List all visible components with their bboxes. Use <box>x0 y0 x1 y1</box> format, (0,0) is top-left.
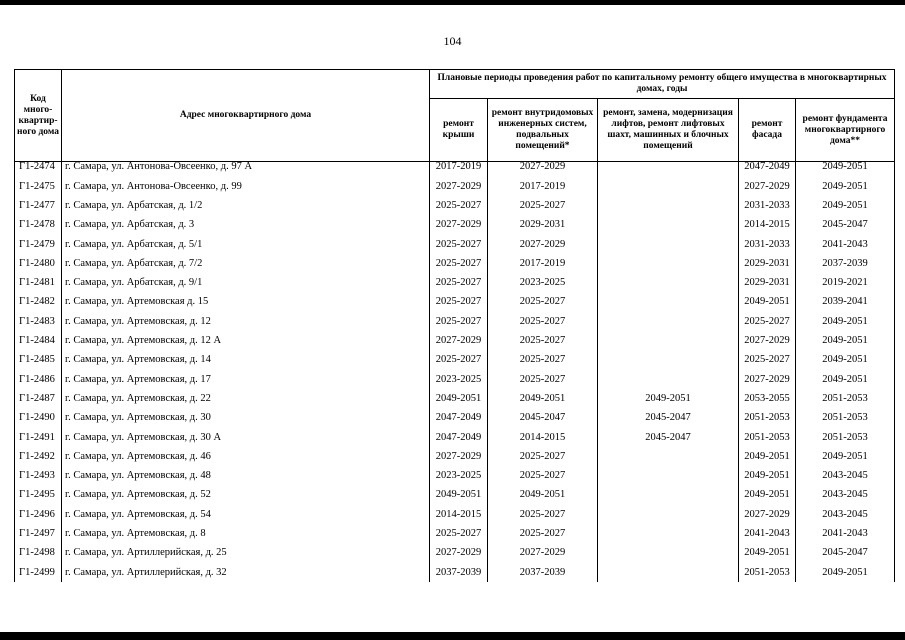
cell-engineering: 2027-2029 <box>488 162 598 178</box>
cell-code: Г1-2490 <box>15 409 62 428</box>
cell-roof: 2047-2049 <box>430 409 488 428</box>
table-row <box>15 273 895 292</box>
cell-facade: 2031-2033 <box>739 235 796 254</box>
table-row <box>15 563 895 582</box>
cell-foundation: 2049-2051 <box>796 312 895 331</box>
table-row <box>15 486 895 505</box>
cell-code: Г1-2493 <box>15 466 62 485</box>
cell-engineering: 2017-2019 <box>488 177 598 196</box>
table-row <box>15 447 895 466</box>
cell-elevators <box>598 254 739 273</box>
table-row <box>15 162 895 178</box>
cell-address: г. Самара, ул. Артиллерийская, д. 32 <box>62 563 430 582</box>
cell-address: г. Самара, ул. Артемовская, д. 54 <box>62 505 430 524</box>
cell-engineering: 2025-2027 <box>488 447 598 466</box>
cell-code: Г1-2486 <box>15 370 62 389</box>
cell-roof: 2023-2025 <box>430 370 488 389</box>
cell-engineering: 2017-2019 <box>488 254 598 273</box>
table-body <box>15 162 895 583</box>
cell-engineering: 2025-2027 <box>488 524 598 543</box>
cell-roof: 2025-2027 <box>430 293 488 312</box>
table-row <box>15 389 895 408</box>
cell-address: г. Самара, ул. Артемовская, д. 17 <box>62 370 430 389</box>
cell-address: г. Самара, ул. Артемовская, д. 52 <box>62 486 430 505</box>
cell-elevators <box>598 196 739 215</box>
cell-engineering: 2025-2027 <box>488 293 598 312</box>
header-engineering: ремонт внутридомовых инженерных систем, подвальных помещений* <box>488 99 598 162</box>
cell-facade: 2053-2055 <box>739 389 796 408</box>
cell-address: г. Самара, ул. Антонова-Овсеенко, д. 97 А <box>62 162 430 178</box>
cell-engineering: 2049-2051 <box>488 486 598 505</box>
cell-roof: 2017-2019 <box>430 162 488 178</box>
cell-facade: 2049-2051 <box>739 293 796 312</box>
cell-foundation: 2049-2051 <box>796 177 895 196</box>
cell-elevators: 2045-2047 <box>598 428 739 447</box>
cell-foundation: 2049-2051 <box>796 331 895 350</box>
cell-facade: 2051-2053 <box>739 428 796 447</box>
bottom-border-bar <box>0 632 905 640</box>
cell-code: Г1-2487 <box>15 389 62 408</box>
cell-foundation: 2049-2051 <box>796 447 895 466</box>
cell-elevators <box>598 524 739 543</box>
header-foundation: ремонт фундамента многоквартирного дома** <box>796 99 895 162</box>
cell-foundation: 2045-2047 <box>796 216 895 235</box>
page-number: 104 <box>443 34 462 48</box>
cell-foundation: 2051-2053 <box>796 389 895 408</box>
header-roof: ремонт крыши <box>430 99 488 162</box>
cell-address: г. Самара, ул. Артемовская, д. 14 <box>62 351 430 370</box>
table-header <box>15 70 895 162</box>
cell-engineering: 2023-2025 <box>488 273 598 292</box>
header-facade: ремонт фасада <box>739 99 796 162</box>
cell-facade: 2027-2029 <box>739 505 796 524</box>
cell-facade: 2027-2029 <box>739 370 796 389</box>
cell-facade: 2025-2027 <box>739 351 796 370</box>
cell-roof: 2025-2027 <box>430 254 488 273</box>
cell-foundation: 2019-2021 <box>796 273 895 292</box>
cell-elevators <box>598 505 739 524</box>
cell-foundation: 2049-2051 <box>796 196 895 215</box>
cell-foundation: 2049-2051 <box>796 162 895 178</box>
cell-facade: 2051-2053 <box>739 409 796 428</box>
cell-facade: 2027-2029 <box>739 177 796 196</box>
cell-roof: 2025-2027 <box>430 273 488 292</box>
cell-foundation: 2051-2053 <box>796 409 895 428</box>
cell-address: г. Самара, ул. Артемовская, д. 48 <box>62 466 430 485</box>
cell-elevators <box>598 162 739 178</box>
cell-elevators <box>598 447 739 466</box>
cell-foundation: 2049-2051 <box>796 563 895 582</box>
cell-facade: 2031-2033 <box>739 196 796 215</box>
cell-roof: 2025-2027 <box>430 312 488 331</box>
table-row <box>15 466 895 485</box>
cell-address: г. Самара, ул. Артемовская, д. 12 <box>62 312 430 331</box>
cell-engineering: 2025-2027 <box>488 466 598 485</box>
header-elevators: ремонт, замена, модернизация лифтов, ремонт лифтовых шахт, машинных и блочных помещений <box>598 99 739 162</box>
table-row <box>15 254 895 273</box>
cell-code: Г1-2497 <box>15 524 62 543</box>
cell-code: Г1-2482 <box>15 293 62 312</box>
table-row <box>15 524 895 543</box>
cell-elevators <box>598 544 739 563</box>
cell-address: г. Самара, ул. Арбатская, д. 1/2 <box>62 196 430 215</box>
cell-roof: 2049-2051 <box>430 389 488 408</box>
cell-engineering: 2014-2015 <box>488 428 598 447</box>
cell-address: г. Самара, ул. Антонова-Овсеенко, д. 99 <box>62 177 430 196</box>
cell-roof: 2025-2027 <box>430 196 488 215</box>
table-row <box>15 331 895 350</box>
cell-code: Г1-2492 <box>15 447 62 466</box>
table-row <box>15 505 895 524</box>
cell-roof: 2025-2027 <box>430 524 488 543</box>
cell-facade: 2049-2051 <box>739 447 796 466</box>
cell-foundation: 2043-2045 <box>796 505 895 524</box>
cell-code: Г1-2491 <box>15 428 62 447</box>
header-periods-title: Плановые периоды проведения работ по капитальному ремонту общего имущества в многоквартирных домах, годы <box>430 70 895 99</box>
cell-address: г. Самара, ул. Арбатская, д. 3 <box>62 216 430 235</box>
cell-roof: 2027-2029 <box>430 447 488 466</box>
cell-facade: 2029-2031 <box>739 254 796 273</box>
cell-elevators <box>598 563 739 582</box>
cell-engineering: 2025-2027 <box>488 351 598 370</box>
cell-facade: 2014-2015 <box>739 216 796 235</box>
cell-elevators <box>598 177 739 196</box>
cell-engineering: 2027-2029 <box>488 235 598 254</box>
cell-address: г. Самара, ул. Артемовская, д. 30 <box>62 409 430 428</box>
table-row <box>15 370 895 389</box>
cell-elevators <box>598 466 739 485</box>
repair-schedule-table <box>14 69 895 582</box>
cell-code: Г1-2483 <box>15 312 62 331</box>
cell-roof: 2025-2027 <box>430 351 488 370</box>
cell-engineering: 2037-2039 <box>488 563 598 582</box>
cell-roof: 2047-2049 <box>430 428 488 447</box>
cell-elevators <box>598 273 739 292</box>
cell-address: г. Самара, ул. Арбатская, д. 7/2 <box>62 254 430 273</box>
cell-address: г. Самара, ул. Артемовская д. 15 <box>62 293 430 312</box>
cell-engineering: 2027-2029 <box>488 544 598 563</box>
cell-foundation: 2043-2045 <box>796 486 895 505</box>
cell-roof: 2027-2029 <box>430 331 488 350</box>
cell-roof: 2023-2025 <box>430 466 488 485</box>
cell-code: Г1-2479 <box>15 235 62 254</box>
cell-address: г. Самара, ул. Арбатская, д. 9/1 <box>62 273 430 292</box>
cell-engineering: 2025-2027 <box>488 505 598 524</box>
cell-elevators <box>598 293 739 312</box>
cell-code: Г1-2485 <box>15 351 62 370</box>
cell-facade: 2025-2027 <box>739 312 796 331</box>
cell-facade: 2049-2051 <box>739 544 796 563</box>
cell-code: Г1-2480 <box>15 254 62 273</box>
cell-foundation: 2045-2047 <box>796 544 895 563</box>
cell-foundation: 2037-2039 <box>796 254 895 273</box>
cell-code: Г1-2475 <box>15 177 62 196</box>
table-row <box>15 216 895 235</box>
cell-address: г. Самара, ул. Арбатская, д. 5/1 <box>62 235 430 254</box>
cell-address: г. Самара, ул. Артемовская, д. 12 А <box>62 331 430 350</box>
table-row <box>15 293 895 312</box>
cell-facade: 2029-2031 <box>739 273 796 292</box>
cell-code: Г1-2499 <box>15 563 62 582</box>
cell-engineering: 2025-2027 <box>488 196 598 215</box>
cell-roof: 2014-2015 <box>430 505 488 524</box>
cell-code: Г1-2496 <box>15 505 62 524</box>
cell-facade: 2051-2053 <box>739 563 796 582</box>
cell-engineering: 2025-2027 <box>488 312 598 331</box>
cell-foundation: 2041-2043 <box>796 524 895 543</box>
cell-elevators <box>598 331 739 350</box>
cell-address: г. Самара, ул. Артемовская, д. 30 А <box>62 428 430 447</box>
cell-foundation: 2039-2041 <box>796 293 895 312</box>
table-row <box>15 351 895 370</box>
cell-foundation: 2043-2045 <box>796 466 895 485</box>
cell-elevators: 2049-2051 <box>598 389 739 408</box>
table-row <box>15 544 895 563</box>
cell-roof: 2049-2051 <box>430 486 488 505</box>
cell-facade: 2047-2049 <box>739 162 796 178</box>
cell-facade: 2041-2043 <box>739 524 796 543</box>
cell-address: г. Самара, ул. Артиллерийская, д. 25 <box>62 544 430 563</box>
cell-elevators: 2045-2047 <box>598 409 739 428</box>
table-row <box>15 312 895 331</box>
cell-code: Г1-2481 <box>15 273 62 292</box>
cell-engineering: 2029-2031 <box>488 216 598 235</box>
cell-foundation: 2049-2051 <box>796 351 895 370</box>
cell-elevators <box>598 216 739 235</box>
cell-code: Г1-2474 <box>15 162 62 178</box>
header-address: Адрес многоквартирного дома <box>62 70 430 162</box>
table-row <box>15 177 895 196</box>
cell-engineering: 2025-2027 <box>488 370 598 389</box>
cell-address: г. Самара, ул. Артемовская, д. 22 <box>62 389 430 408</box>
cell-foundation: 2049-2051 <box>796 370 895 389</box>
cell-engineering: 2049-2051 <box>488 389 598 408</box>
top-border-bar <box>0 0 905 5</box>
cell-elevators <box>598 486 739 505</box>
cell-roof: 2025-2027 <box>430 235 488 254</box>
cell-code: Г1-2478 <box>15 216 62 235</box>
cell-code: Г1-2484 <box>15 331 62 350</box>
cell-code: Г1-2498 <box>15 544 62 563</box>
cell-facade: 2049-2051 <box>739 486 796 505</box>
cell-elevators <box>598 312 739 331</box>
cell-roof: 2027-2029 <box>430 216 488 235</box>
cell-foundation: 2041-2043 <box>796 235 895 254</box>
cell-engineering: 2045-2047 <box>488 409 598 428</box>
cell-engineering: 2025-2027 <box>488 331 598 350</box>
cell-roof: 2037-2039 <box>430 563 488 582</box>
cell-code: Г1-2477 <box>15 196 62 215</box>
cell-address: г. Самара, ул. Артемовская, д. 46 <box>62 447 430 466</box>
header-code: Код много-квартир-ного дома <box>15 70 62 162</box>
cell-address: г. Самара, ул. Артемовская, д. 8 <box>62 524 430 543</box>
cell-elevators <box>598 235 739 254</box>
table-row <box>15 196 895 215</box>
cell-facade: 2027-2029 <box>739 331 796 350</box>
cell-roof: 2027-2029 <box>430 544 488 563</box>
cell-roof: 2027-2029 <box>430 177 488 196</box>
table-row <box>15 428 895 447</box>
cell-foundation: 2051-2053 <box>796 428 895 447</box>
cell-code: Г1-2495 <box>15 486 62 505</box>
table-row <box>15 409 895 428</box>
table-row <box>15 235 895 254</box>
cell-facade: 2049-2051 <box>739 466 796 485</box>
cell-elevators <box>598 370 739 389</box>
cell-elevators <box>598 351 739 370</box>
